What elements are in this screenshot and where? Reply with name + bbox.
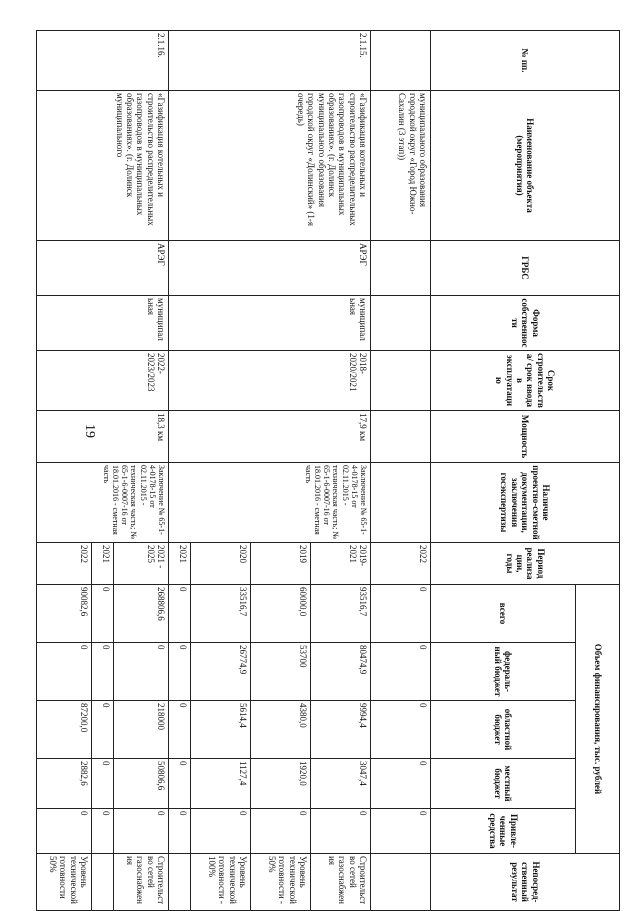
cell-attracted: 0	[191, 809, 251, 854]
header-local: местный бюджет	[431, 759, 576, 809]
cell-attracted: 0	[92, 809, 114, 854]
cell-federal: 0	[114, 643, 169, 701]
header-term: Срок строительства/ срок ввода в эксплуатацию	[431, 351, 620, 411]
cell-federal: 80474,9	[311, 643, 371, 701]
cell-regional: 4380,0	[251, 701, 311, 759]
cell-docs: Заключение № 65-1-4-0178-15 от 02.11.2015 - техническая часть; № 65-1-6-0007-16 от 18.01.2016 - сметная часть	[37, 463, 169, 543]
cell-attracted: 0	[251, 809, 311, 854]
cell-result	[92, 854, 114, 911]
cell-period: 2021 - 2025	[114, 543, 169, 585]
cell-federal: 0	[37, 643, 92, 701]
cell-total: 33516,7	[191, 585, 251, 643]
header-total: всего	[431, 585, 576, 643]
cell-name: муниципального образования городской округ «Город Южно-Сахалин (3 этап))	[371, 91, 431, 241]
cell-ownership: муниципал ьная	[169, 296, 371, 351]
cell-regional: 0	[92, 701, 114, 759]
cell-regional: 9994,4	[311, 701, 371, 759]
cell-period: 2020	[191, 543, 251, 585]
cell-result: Уровень технической готовности - 50%	[251, 854, 311, 911]
cell-regional: 87200,0	[37, 701, 92, 759]
cell-docs	[371, 463, 431, 543]
cell-capacity	[371, 411, 431, 463]
cell-grbs: АРЭГ	[169, 241, 371, 296]
cell-attracted: 0	[311, 809, 371, 854]
cell-federal: 0	[92, 643, 114, 701]
cell-attracted: 0	[169, 809, 191, 854]
cell-local: 0	[371, 759, 431, 809]
cell-local: 1127,4	[191, 759, 251, 809]
table-row	[371, 31, 431, 911]
cell-name: «Газификация котельных и строительство распределительных газопроводов в муниципальных образованиях». (г. Долинск муниципального образования городской округ «Долинский» (1-я очередь)	[169, 91, 371, 241]
cell-total: 0	[92, 585, 114, 643]
cell-result: Уровень технической готовности - 100%	[191, 854, 251, 911]
table-body	[37, 31, 431, 911]
cell-period: 2019	[251, 543, 311, 585]
cell-total: 0	[371, 585, 431, 643]
cell-ownership: муниципал ьная	[37, 296, 169, 351]
cell-num	[371, 31, 431, 91]
cell-total: 268806,6	[114, 585, 169, 643]
cell-regional: 5614,4	[191, 701, 251, 759]
cell-total: 60000,0	[251, 585, 311, 643]
page-number: 19	[82, 424, 97, 438]
cell-attracted: 0	[37, 809, 92, 854]
cell-result: Строительство сетей газоснабжения	[311, 854, 371, 911]
cell-federal: 0	[169, 643, 191, 701]
cell-docs: Заключение № 65-1-4-0178-15 от 02.11.2015 - техническая часть; № 65-1-6-0007-16 от 18.01.2016 - сметная часть	[169, 463, 371, 543]
cell-term: 2018-2020/2021	[169, 351, 371, 411]
cell-local: 3047,4	[311, 759, 371, 809]
funding-table	[36, 30, 620, 911]
rotated-table-container	[47, 10, 620, 910]
cell-period: 2022	[37, 543, 92, 585]
header-num: № пп.	[431, 31, 620, 91]
cell-local: 0	[169, 759, 191, 809]
cell-result	[371, 854, 431, 911]
cell-term: 2022-2023/2023	[37, 351, 169, 411]
cell-local: 1920,0	[251, 759, 311, 809]
header-ownership: Форма собственности	[431, 296, 620, 351]
cell-local: 2882,6	[37, 759, 92, 809]
header-grbs: ГРБС	[431, 241, 620, 296]
header-capacity: Мощность	[431, 411, 620, 463]
cell-local: 0	[92, 759, 114, 809]
cell-result	[169, 854, 191, 911]
table-row	[311, 31, 371, 911]
cell-name: «Газификация котельных и строительство распределительных газопроводов в муниципальных образованиях». (г. Долинск муниципального	[37, 91, 169, 241]
cell-federal: 0	[371, 643, 431, 701]
cell-total: 93516,7	[311, 585, 371, 643]
header-name: Наименование объекта (мероприятия)	[431, 91, 620, 241]
cell-num: 2.1.15.	[169, 31, 371, 91]
cell-grbs: АРЭГ	[37, 241, 169, 296]
cell-term	[371, 351, 431, 411]
header-attracted: Привле- ченные средства	[431, 809, 576, 854]
cell-regional: 0	[371, 701, 431, 759]
cell-federal: 26774,9	[191, 643, 251, 701]
cell-period: 2021	[169, 543, 191, 585]
cell-ownership	[371, 296, 431, 351]
header-docs: Наличие проектно-сметной документации, заключения госэкспертизы	[431, 463, 620, 543]
cell-attracted: 0	[114, 809, 169, 854]
cell-period: 2019-2021	[311, 543, 371, 585]
cell-total: 90082,6	[37, 585, 92, 643]
cell-local: 50806,6	[114, 759, 169, 809]
cell-grbs	[371, 241, 431, 296]
header-period: Период реализации, годы	[431, 543, 620, 585]
page-area	[47, 10, 620, 910]
table-row	[114, 31, 169, 911]
cell-regional: 218000	[114, 701, 169, 759]
cell-period: 2022	[371, 543, 431, 585]
table-header	[431, 31, 620, 911]
cell-result: Строительство сетей газоснабжения	[114, 854, 169, 911]
header-regional: областной бюджет	[431, 701, 576, 759]
header-funding-group: Объем финансирования, тыс. рублей	[576, 585, 620, 854]
cell-num: 2.1.16.	[37, 31, 169, 91]
cell-result: Уровень технической готовности 50%	[37, 854, 92, 911]
cell-total: 0	[169, 585, 191, 643]
cell-federal: 53700	[251, 643, 311, 701]
cell-period: 2021	[92, 543, 114, 585]
header-result: Непосред- ственный результат	[431, 854, 620, 911]
cell-attracted: 0	[371, 809, 431, 854]
cell-capacity: 18,3 км	[37, 411, 169, 463]
cell-capacity: 17,9 км	[169, 411, 371, 463]
header-federal: федераль- ный бюджет	[431, 643, 576, 701]
cell-regional: 0	[169, 701, 191, 759]
